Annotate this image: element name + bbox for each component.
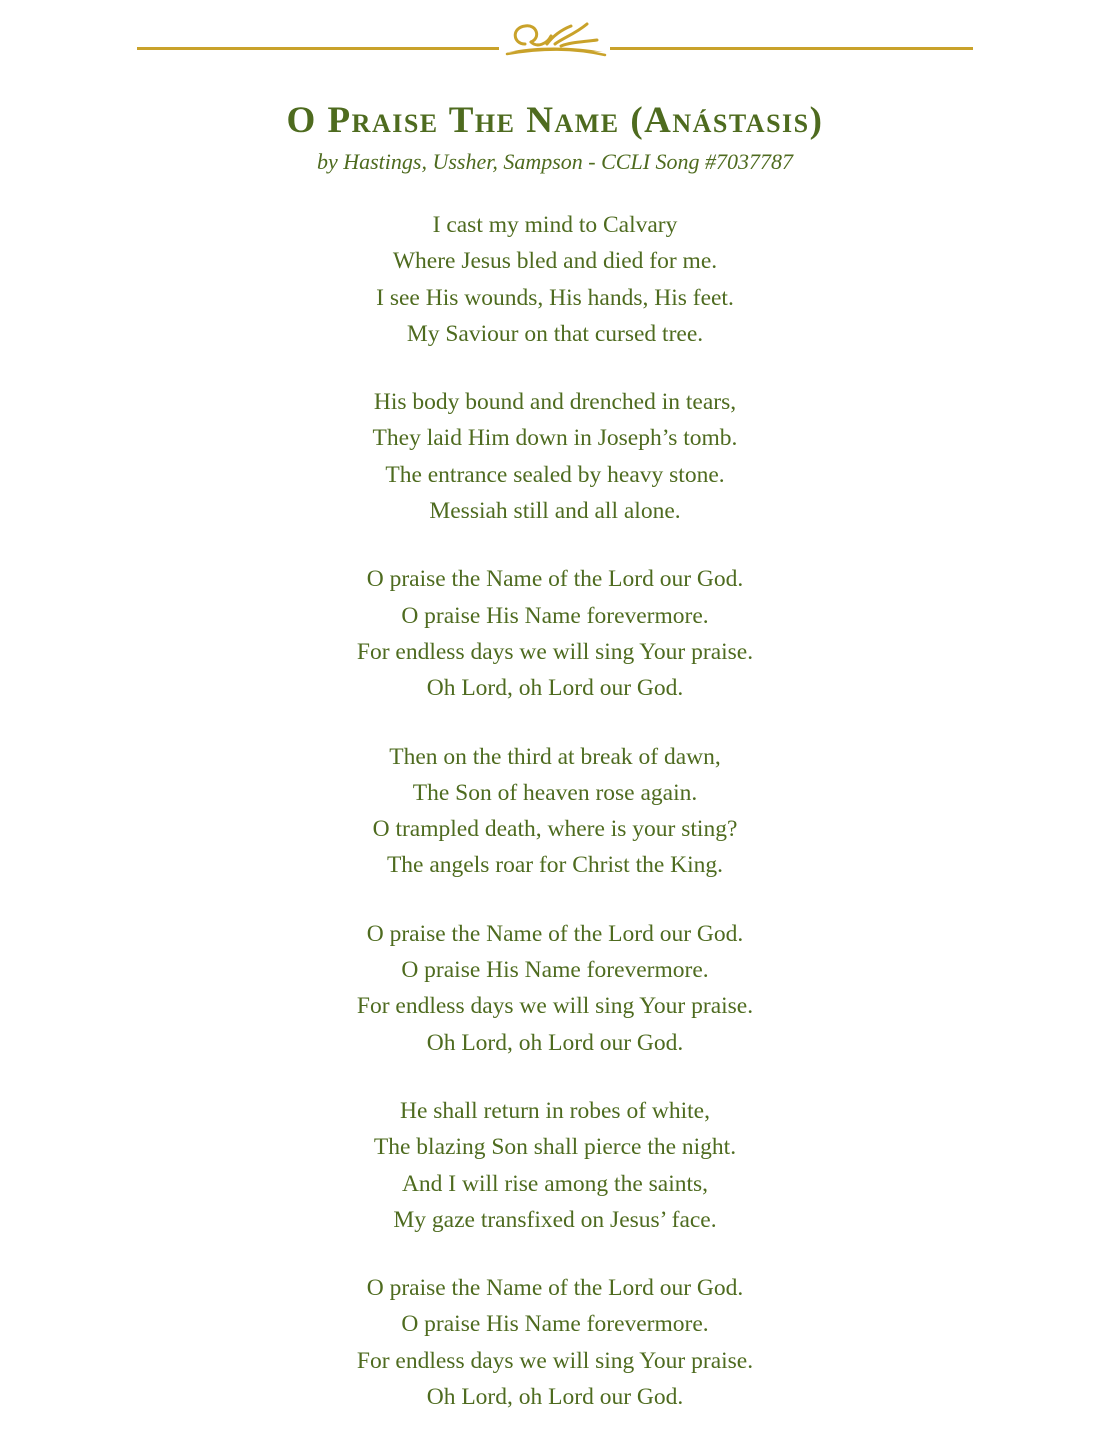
lyric-line: For endless days we will sing Your praise. <box>356 993 754 1020</box>
header-ornament <box>0 0 1110 80</box>
lyric-line: Oh Lord, oh Lord our God. <box>426 675 684 702</box>
lyric-line: His body bound and drenched in tears, <box>373 389 737 416</box>
lyric-line: My gaze transfixed on Jesus’ face. <box>393 1206 717 1233</box>
lyric-line: For endless days we will sing Your praise. <box>356 638 754 665</box>
lyric-line: The entrance sealed by heavy stone. <box>385 461 725 488</box>
lyric-line: The angels roar for Christ the King. <box>386 852 724 879</box>
chorus-2 <box>0 916 1110 1061</box>
rule-left <box>137 47 499 50</box>
lyric-line: O praise His Name forevermore. <box>401 1311 709 1338</box>
lyrics <box>0 207 1110 1447</box>
lyric-line: The blazing Son shall pierce the night. <box>373 1134 737 1161</box>
stanza-2 <box>0 384 1110 529</box>
lyric-line: Where Jesus bled and died for me. <box>392 248 718 275</box>
lyric-line: Oh Lord, oh Lord our God. <box>426 1384 684 1411</box>
lyric-line: For endless days we will sing Your praise. <box>356 1347 754 1374</box>
lyric-line: And I will rise among the saints, <box>401 1170 709 1197</box>
lyric-line: Oh Lord, oh Lord our God. <box>426 1029 684 1056</box>
lyric-line: Then on the third at break of dawn, <box>389 743 721 770</box>
lyric-line: O trampled death, where is your sting? <box>372 816 738 843</box>
lyric-line: I see His wounds, His hands, His feet. <box>376 284 734 311</box>
lyric-line: Messiah still and all alone. <box>429 498 681 525</box>
lyric-line: The Son of heaven rose again. <box>412 779 698 806</box>
song-byline: by Hastings, Ussher, Sampson - CCLI Song #7037787 <box>316 149 794 174</box>
stanza-1 <box>0 207 1110 352</box>
rule-right <box>610 47 973 50</box>
gold-flourish-icon <box>503 14 607 60</box>
stanza-3 <box>0 739 1110 884</box>
song-title: O Praise The Name (Anástasis) <box>286 100 824 141</box>
lyric-line: O praise His Name forevermore. <box>401 602 709 629</box>
lyric-line: My Saviour on that cursed tree. <box>406 320 704 347</box>
lyric-line: I cast my mind to Calvary <box>432 212 678 238</box>
lyric-line: O praise the Name of the Lord our God. <box>366 920 744 947</box>
lyric-line: He shall return in robes of white, <box>400 1097 710 1124</box>
lyric-line: O praise the Name of the Lord our God. <box>366 566 744 593</box>
chorus-3 <box>0 1270 1110 1415</box>
lyric-line: O praise the Name of the Lord our God. <box>366 1275 744 1302</box>
stanza-4 <box>0 1093 1110 1238</box>
lyric-line: O praise His Name forevermore. <box>401 957 709 984</box>
lyric-line: They laid Him down in Joseph’s tomb. <box>372 425 738 452</box>
chorus-1 <box>0 561 1110 706</box>
